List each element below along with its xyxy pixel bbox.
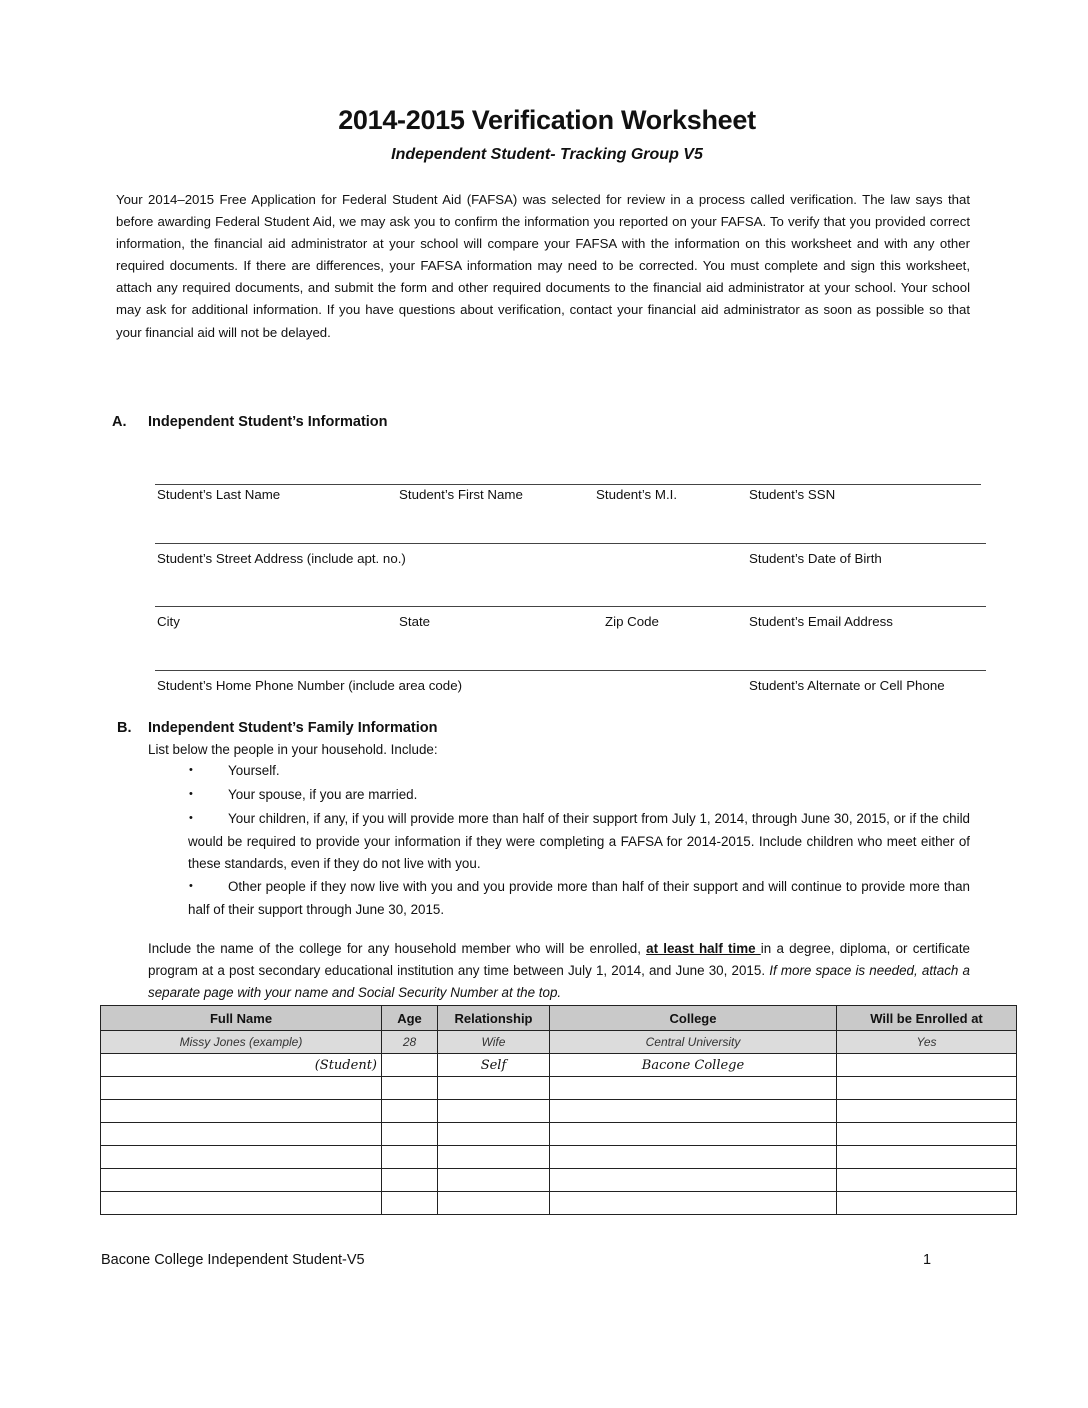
table-row xyxy=(101,1077,1017,1100)
enrolled-cell[interactable] xyxy=(837,1100,1017,1123)
col-college: College xyxy=(550,1006,837,1031)
field-line-2 xyxy=(155,543,986,544)
ssn-label: Student’s SSN xyxy=(749,487,836,502)
student-name-cell[interactable]: (Student) xyxy=(101,1054,382,1077)
bullet-1-dot: • xyxy=(189,764,193,776)
relationship-cell[interactable] xyxy=(438,1192,550,1215)
student-enrolled-cell[interactable] xyxy=(837,1054,1017,1077)
home-phone-label: Student’s Home Phone Number (include area code) xyxy=(157,678,463,693)
mi-label: Student’s M.I. xyxy=(596,487,678,502)
student-age-cell[interactable] xyxy=(382,1054,438,1077)
name-cell[interactable] xyxy=(101,1169,382,1192)
bullet-1-text: Yourself. xyxy=(228,763,280,778)
age-cell[interactable] xyxy=(382,1123,438,1146)
enrolled-cell[interactable] xyxy=(837,1192,1017,1215)
last-name-label: Student’s Last Name xyxy=(157,487,281,502)
student-college-cell[interactable]: Bacone College xyxy=(550,1054,837,1077)
college-cell[interactable] xyxy=(550,1123,837,1146)
relationship-cell[interactable] xyxy=(438,1169,550,1192)
relationship-cell[interactable] xyxy=(438,1100,550,1123)
enrolled-cell[interactable] xyxy=(837,1146,1017,1169)
bullet-4-text: Other people if they now live with you and you provide more than half of their support and will continue to provide more than half of their support through June 30, 2015. xyxy=(188,879,970,917)
page-number: 1 xyxy=(923,1252,932,1268)
zip-label: Zip Code xyxy=(605,614,659,629)
col-full-name: Full Name xyxy=(101,1006,382,1031)
age-cell[interactable] xyxy=(382,1100,438,1123)
enrolled-cell[interactable] xyxy=(837,1123,1017,1146)
section-a-heading: Independent Student’s Information xyxy=(148,414,388,430)
enrolled-cell[interactable] xyxy=(837,1077,1017,1100)
bullet-3-text: Your children, if any, if you will provide more than half of their support from July 1, 2014, through June 30, 2015, or if the child would be required to provide your information if they were completing a FAFSA for 2014-2015. Include children who meet either of these standards, even if they do not live with you. xyxy=(188,811,970,871)
table-row xyxy=(101,1100,1017,1123)
first-name-label: Student’s First Name xyxy=(399,487,523,502)
table-row xyxy=(101,1192,1017,1215)
bullet-2-text: Your spouse, if you are married. xyxy=(228,787,418,802)
page-subtitle: Independent Student- Tracking Group V5 xyxy=(391,146,703,163)
family-table-header xyxy=(101,1006,1017,1031)
college-note-emphasis: at least half time xyxy=(646,941,761,956)
relationship-cell[interactable] xyxy=(438,1146,550,1169)
example-enrolled: Yes xyxy=(837,1031,1017,1054)
college-note xyxy=(148,938,970,1004)
college-note-part-1: Include the name of the college for any household member who will be enrolled, xyxy=(148,941,647,956)
email-label: Student’s Email Address xyxy=(749,614,893,629)
bullet-4-dot: • xyxy=(189,880,193,892)
name-cell[interactable] xyxy=(101,1146,382,1169)
age-cell[interactable] xyxy=(382,1169,438,1192)
example-name: Missy Jones (example) xyxy=(101,1031,382,1054)
example-relationship: Wife xyxy=(438,1031,550,1054)
dob-label: Student’s Date of Birth xyxy=(749,551,882,566)
age-cell[interactable] xyxy=(382,1192,438,1215)
section-b-letter: B. xyxy=(117,720,132,736)
student-relationship-cell[interactable]: Self xyxy=(438,1054,550,1077)
name-cell[interactable] xyxy=(101,1100,382,1123)
section-a-letter: A. xyxy=(112,414,127,430)
relationship-cell[interactable] xyxy=(438,1077,550,1100)
college-cell[interactable] xyxy=(550,1192,837,1215)
field-line-4 xyxy=(155,670,986,671)
bullet-3-dot: • xyxy=(189,812,193,824)
col-enrolled: Will be Enrolled at xyxy=(837,1006,1017,1031)
name-cell[interactable] xyxy=(101,1192,382,1215)
example-age: 28 xyxy=(382,1031,438,1054)
enrolled-cell[interactable] xyxy=(837,1169,1017,1192)
college-cell[interactable] xyxy=(550,1146,837,1169)
footer-left: Bacone College Independent Student-V5 xyxy=(101,1252,365,1268)
student-row xyxy=(101,1054,1017,1077)
name-cell[interactable] xyxy=(101,1077,382,1100)
college-note-italic: If more space is needed, attach a separate page with your name and Social Security Number at the top. xyxy=(148,963,970,1000)
intro-paragraph: Your 2014–2015 Free Application for Federal Student Aid (FAFSA) was selected for review in a process called verification. The law says that before awarding Federal Student Aid, we may ask you to confirm the information you reported on your FAFSA. To verify that you provided correct information, the financial aid administrator at your school will compare your FAFSA with the information on this worksheet and with any other required documents. If there are differences, your FAFSA information may need to be corrected. You must complete and sign this worksheet, attach any required documents, and submit the form and other required documents to the financial aid administrator at your school. Your school may ask for additional information. If you have questions about verification, contact your financial aid administrator as soon as possible so that your financial aid will not be delayed. xyxy=(116,192,970,340)
name-cell[interactable] xyxy=(101,1123,382,1146)
table-row xyxy=(101,1123,1017,1146)
field-line-3 xyxy=(155,606,986,607)
section-b-heading: Independent Student’s Family Information xyxy=(148,720,438,736)
street-label: Student’s Street Address (include apt. no.) xyxy=(157,551,406,566)
table-row xyxy=(101,1169,1017,1192)
state-label: State xyxy=(399,614,431,629)
bullet-2-dot: • xyxy=(189,788,193,800)
col-relationship: Relationship xyxy=(438,1006,550,1031)
age-cell[interactable] xyxy=(382,1077,438,1100)
family-table xyxy=(100,1005,1017,1215)
college-cell[interactable] xyxy=(550,1169,837,1192)
col-age: Age xyxy=(382,1006,438,1031)
section-b-lead: List below the people in your household. Include: xyxy=(148,742,438,757)
example-row xyxy=(101,1031,1017,1054)
field-line-1 xyxy=(155,484,981,485)
city-label: City xyxy=(157,614,180,629)
college-cell[interactable] xyxy=(550,1077,837,1100)
age-cell[interactable] xyxy=(382,1146,438,1169)
example-college: Central University xyxy=(550,1031,837,1054)
page-title: 2014-2015 Verification Worksheet xyxy=(338,105,756,135)
table-row xyxy=(101,1146,1017,1169)
college-note-part-2: in a degree, diploma, or certificate program at a post secondary educational institution any time between July 1, 2014, and June 30, 2015. xyxy=(148,941,971,978)
relationship-cell[interactable] xyxy=(438,1123,550,1146)
alt-phone-label: Student’s Alternate or Cell Phone xyxy=(749,678,945,693)
college-cell[interactable] xyxy=(550,1100,837,1123)
